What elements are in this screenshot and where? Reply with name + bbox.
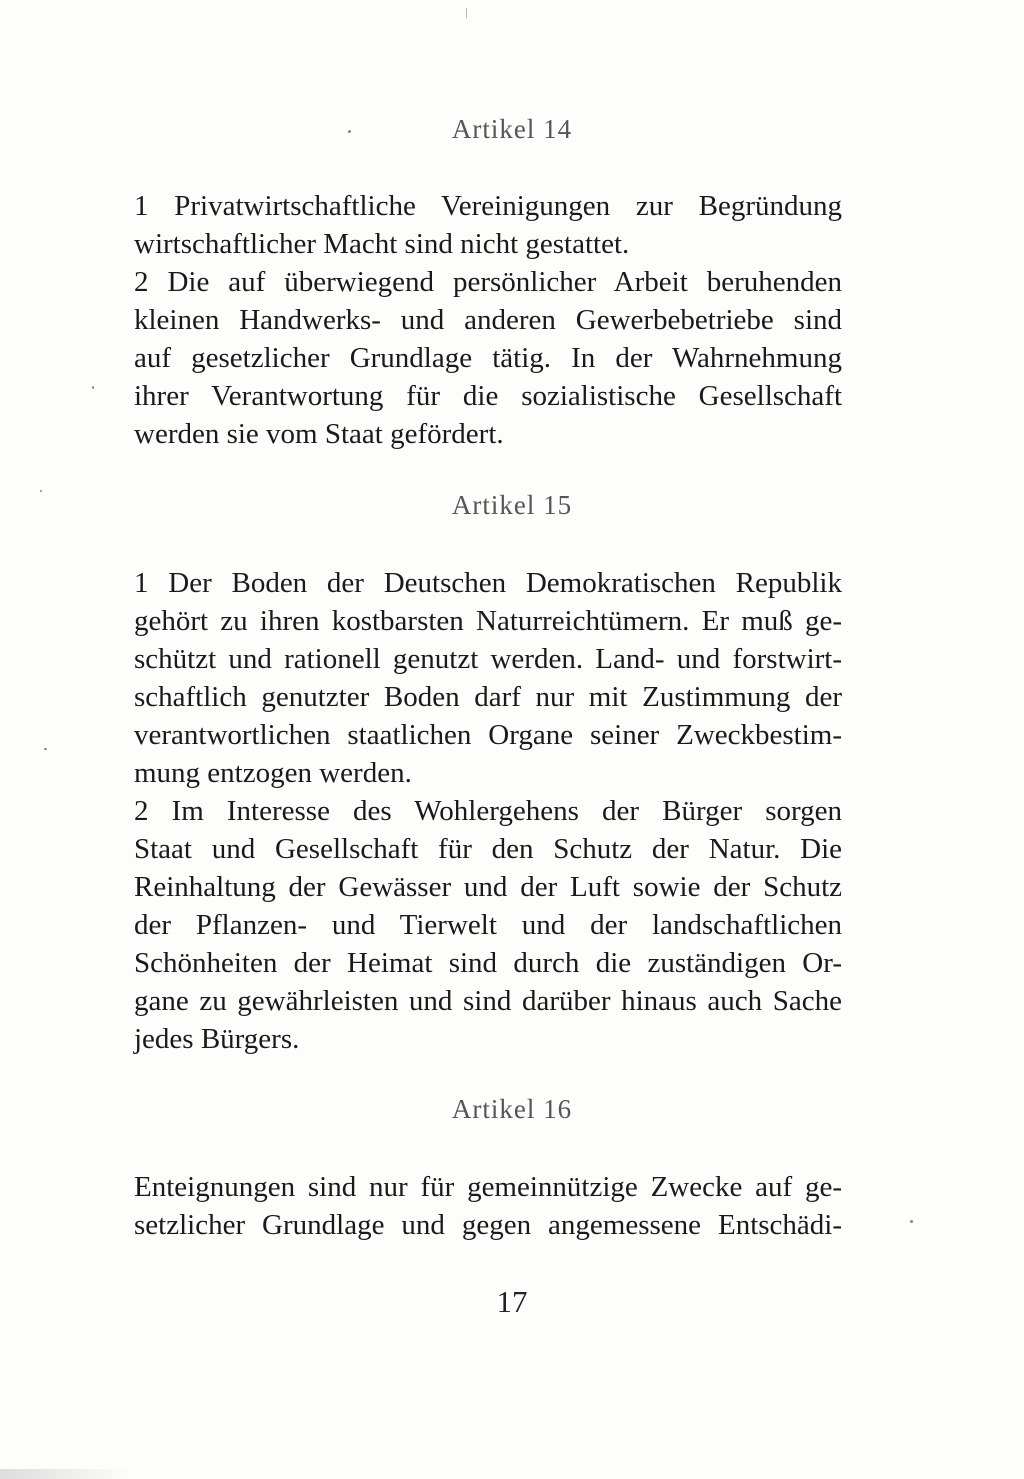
text-line: setzlicher Grundlage und gegen angemessene Entschädi- bbox=[134, 1209, 842, 1241]
scan-speck bbox=[910, 1220, 913, 1223]
text-line: wirtschaftlicher Macht sind nicht gestattet. bbox=[134, 228, 630, 260]
text-line: gane zu gewährleisten und sind darüber hinaus auch Sache bbox=[134, 985, 842, 1017]
page-number: 17 bbox=[496, 1284, 528, 1319]
article-14-body bbox=[134, 187, 842, 453]
text-line: 2 Die auf überwiegend persönlicher Arbeit beruhenden bbox=[134, 266, 842, 298]
text-line: Schönheiten der Heimat sind durch die zuständigen Or- bbox=[134, 947, 842, 979]
scan-edge bbox=[0, 1469, 130, 1479]
text-line: Reinhaltung der Gewässer und der Luft sowie der Schutz bbox=[134, 871, 842, 903]
article-15-heading: Artikel 15 bbox=[451, 490, 573, 520]
text-line: 1 Privatwirtschaftliche Vereinigungen zur Begründung bbox=[134, 190, 842, 222]
text-line: gehört zu ihren kostbarsten Naturreichtümern. Er muß ge- bbox=[134, 605, 842, 637]
scan-speck bbox=[92, 386, 94, 389]
text-line: kleinen Handwerks- und anderen Gewerbebetriebe sind bbox=[134, 304, 842, 336]
text-line: verantwortlichen staatlichen Organe seiner Zweckbestim- bbox=[134, 719, 842, 751]
text-line: mung entzogen werden. bbox=[134, 757, 412, 789]
article-16-body bbox=[134, 1168, 842, 1244]
text-line: 2 Im Interesse des Wohlergehens der Bürger sorgen bbox=[134, 795, 842, 827]
text-line: jedes Bürgers. bbox=[134, 1023, 300, 1055]
scan-speck bbox=[44, 748, 47, 750]
text-line: auf gesetzlicher Grundlage tätig. In der Wahrnehmung bbox=[134, 342, 842, 374]
text-line: der Pflanzen- und Tierwelt und der landschaftlichen bbox=[134, 909, 842, 941]
text-line: ihrer Verantwortung für die sozialistische Gesellschaft bbox=[134, 380, 842, 412]
text-line: schaftlich genutzter Boden darf nur mit Zustimmung der bbox=[134, 681, 842, 713]
scan-speck bbox=[40, 490, 42, 492]
scan-speck bbox=[466, 8, 467, 18]
article-14-heading: Artikel 14 bbox=[451, 114, 573, 144]
text-line: Staat und Gesellschaft für den Schutz der Natur. Die bbox=[134, 833, 842, 865]
text-line: schützt und rationell genutzt werden. Land- und forstwirt- bbox=[134, 643, 842, 675]
article-16-heading: Artikel 16 bbox=[451, 1094, 573, 1124]
text-line: werden sie vom Staat gefördert. bbox=[134, 418, 504, 450]
scan-speck bbox=[348, 130, 351, 133]
text-line: Enteignungen sind nur für gemeinnützige Zwecke auf ge- bbox=[134, 1171, 842, 1203]
article-15-body bbox=[134, 564, 842, 1058]
text-line: 1 Der Boden der Deutschen Demokratischen Republik bbox=[134, 567, 842, 599]
